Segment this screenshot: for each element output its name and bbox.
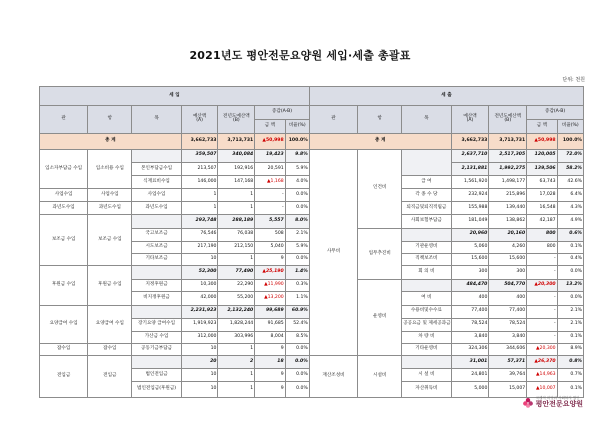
expenditure-ratio-cell: 0.6%: [557, 228, 583, 241]
expenditure-budget-cell: 232,924: [451, 189, 489, 202]
expenditure-hang-cell: 업무추진비: [358, 228, 402, 280]
expenditure-diff-cell: 800: [527, 241, 557, 253]
revenue-diff-cell: 91,685: [255, 318, 285, 331]
revenue-mok-cell: 국고보조금: [132, 228, 181, 241]
revenue-diff-cell: ▲1,168: [255, 175, 285, 188]
revenue-ratio-cell: 2.1%: [285, 228, 309, 241]
expenditure-ratio-cell: 4.9%: [557, 215, 583, 228]
expenditure-budget-cell: 5,060: [451, 241, 489, 253]
revenue-hang-cell: 입소비용 수입: [88, 149, 132, 189]
revenue-hang-cell: 보조금 수입: [88, 215, 132, 266]
revenue-budget-cell: 2,231,923: [181, 305, 218, 318]
revenue-ratio-cell: 8.5%: [285, 331, 309, 343]
expenditure-prev-cell: 39,764: [489, 369, 527, 382]
revenue-ratio-cell: 1.1%: [285, 292, 309, 305]
expenditure-prev-cell: 504,770: [489, 280, 527, 292]
revenue-mok-cell: 법인전입금: [132, 369, 181, 382]
revenue-budget-cell: 1,919,923: [181, 318, 218, 331]
expenditure-budget-cell: 2,131,881: [451, 162, 489, 175]
expenditure-budget-cell: 3,840: [451, 331, 489, 343]
revenue-budget-cell: 213,507: [181, 162, 218, 175]
expenditure-prev-cell: 78,524: [489, 318, 527, 331]
expenditure-diff-cell: ▲10,007: [527, 382, 557, 398]
expenditure-diff-cell: -: [527, 253, 557, 265]
revenue-gwan-cell: 입소자부담금 수입: [40, 149, 88, 189]
revenue-budget-cell: 76,546: [181, 228, 218, 241]
expenditure-hang-cell: 운영비: [358, 280, 402, 356]
revenue-prev-cell: 340,084: [218, 149, 255, 162]
expenditure-prev-cell: 77,400: [489, 305, 527, 318]
revenue-prev-cell: 2: [218, 356, 255, 369]
revenue-gwan-cell: 사업수입: [40, 189, 88, 202]
revenue-diff-cell: ▲25,190: [255, 265, 285, 279]
revenue-prev-cell: 77,490: [218, 265, 255, 279]
revenue-prev-cell: 303,996: [218, 331, 255, 343]
revenue-diff-cell: ▲11,990: [255, 280, 285, 292]
expenditure-budget-cell: 324,306: [451, 343, 489, 355]
expenditure-ratio-cell: 0.4%: [557, 253, 583, 265]
revenue-gwan-cell: 후원금 수입: [40, 265, 88, 305]
expenditure-mok-cell: 직책보조비: [402, 253, 451, 265]
col-header-amount: 금 액: [255, 119, 285, 133]
table-row: [40, 356, 584, 369]
revenue-ratio-cell: 0.0%: [285, 189, 309, 202]
expenditure-mok-cell: [402, 149, 451, 175]
expenditure-hang-cell: 인건비: [358, 149, 402, 228]
revenue-mok-cell: 기타보조금: [132, 253, 181, 265]
revenue-mok-cell: 시도보조금: [132, 241, 181, 253]
expenditure-mok-cell: 퇴직금및퇴직적립금: [402, 202, 451, 215]
expenditure-diff-cell: ▲20,300: [527, 280, 557, 292]
revenue-mok-cell: [132, 305, 181, 318]
expenditure-budget-cell: 400: [451, 292, 489, 305]
expenditure-mok-cell: 공공요금 및 제세공과금: [402, 318, 451, 331]
revenue-ratio-cell: 0.0%: [285, 382, 309, 398]
revenue-prev-cell: 1: [218, 382, 255, 398]
revenue-gwan-cell: 전입금: [40, 356, 88, 398]
col-header-gwan: 관: [309, 105, 357, 134]
flower-logo-icon: [522, 397, 534, 409]
revenue-mok-cell: 법인전입금(후원금): [132, 382, 181, 398]
expenditure-ratio-cell: 0.8%: [557, 356, 583, 369]
expenditure-budget-cell: 2,637,710: [451, 149, 489, 162]
expenditure-prev-cell: 1,992,275: [489, 162, 527, 175]
expenditure-ratio-cell: 0.7%: [557, 369, 583, 382]
expenditure-prev-cell: 15,007: [489, 382, 527, 398]
expenditure-ratio-cell: 8.9%: [557, 343, 583, 355]
revenue-mok-cell: [132, 356, 181, 369]
revenue-ratio-cell: 4.0%: [285, 175, 309, 188]
revenue-ratio-cell: 0.0%: [285, 253, 309, 265]
expenditure-ratio-cell: 58.2%: [557, 162, 583, 175]
revenue-diff-cell: 8,004: [255, 331, 285, 343]
revenue-budget-cell: 1: [181, 189, 218, 202]
expenditure-diff-cell: 17,028: [527, 189, 557, 202]
total-row: [40, 134, 584, 149]
expenditure-ratio-cell: 13.2%: [557, 280, 583, 292]
revenue-hang-cell: 과년도수입: [88, 202, 132, 215]
expenditure-diff-cell: 63,743: [527, 175, 557, 188]
expenditure-prev-cell: 20,160: [489, 228, 527, 241]
col-header-prev: 전년도예산액 (B): [489, 105, 527, 134]
expenditure-ratio-cell: 2.1%: [557, 305, 583, 318]
expenditure-diff-cell: 16,548: [527, 202, 557, 215]
revenue-prev-cell: 2,132,240: [218, 305, 255, 318]
revenue-diff-cell: 9: [255, 253, 285, 265]
revenue-prev-cell: 192,916: [218, 162, 255, 175]
revenue-diff-cell: 9: [255, 369, 285, 382]
revenue-budget-cell: 42,000: [181, 292, 218, 305]
revenue-diff-cell: ▲13,200: [255, 292, 285, 305]
expenditure-prev-cell: 3,840: [489, 331, 527, 343]
expenditure-mok-cell: 사회보험부담금: [402, 215, 451, 228]
expenditure-mok-cell: [402, 280, 451, 292]
col-header-change: 증감(A-B): [255, 105, 310, 119]
revenue-mok-cell: 식재료비수입: [132, 175, 181, 188]
expenditure-budget-cell: 77,400: [451, 305, 489, 318]
revenue-mok-cell: 지정후원금: [132, 280, 181, 292]
unit-label: 단위: 천원: [562, 77, 585, 83]
total-label: 총 계: [309, 134, 451, 149]
revenue-mok-cell: 사업수입: [132, 189, 181, 202]
expenditure-diff-cell: 800: [527, 228, 557, 241]
revenue-budget-cell: 146,000: [181, 175, 218, 188]
total-prev: 3,713,731: [218, 134, 255, 149]
expenditure-budget-cell: 20,960: [451, 228, 489, 241]
col-header-gwan: 관: [40, 105, 88, 134]
expenditure-diff-cell: 120,005: [527, 149, 557, 162]
revenue-budget-cell: 359,507: [181, 149, 218, 162]
revenue-diff-cell: 19,423: [255, 149, 285, 162]
revenue-gwan-cell: 과년도수입: [40, 202, 88, 215]
expenditure-prev-cell: 1,498,177: [489, 175, 527, 188]
expenditure-ratio-cell: 0.1%: [557, 382, 583, 398]
revenue-budget-cell: 10: [181, 369, 218, 382]
col-header-budget: 예산액 (A): [181, 105, 218, 134]
expenditure-ratio-cell: 0.0%: [557, 265, 583, 279]
expenditure-hang-cell: 시설비: [358, 356, 402, 398]
expenditure-budget-cell: 78,524: [451, 318, 489, 331]
revenue-diff-cell: 9: [255, 343, 285, 355]
revenue-prev-cell: 212,150: [218, 241, 255, 253]
expenditure-prev-cell: 215,896: [489, 189, 527, 202]
expenditure-prev-cell: 300: [489, 265, 527, 279]
expenditure-mok-cell: 기관운영비: [402, 241, 451, 253]
expenditure-ratio-cell: 2.1%: [557, 318, 583, 331]
expenditure-budget-cell: 31,001: [451, 356, 489, 369]
revenue-budget-cell: 1: [181, 202, 218, 215]
revenue-diff-cell: -: [255, 189, 285, 202]
revenue-mok-cell: 본인부담금수입: [132, 162, 181, 175]
col-header-ratio: 비율(%): [285, 119, 309, 133]
expenditure-diff-cell: -: [527, 305, 557, 318]
expenditure-diff-cell: ▲26,370: [527, 356, 557, 369]
expenditure-gwan-cell: 재산조성비: [309, 356, 357, 398]
revenue-gwan-cell: 요양급여 수입: [40, 305, 88, 343]
revenue-diff-cell: 5,557: [255, 215, 285, 228]
expenditure-prev-cell: 2,517,305: [489, 149, 527, 162]
expenditure-diff-cell: 42,187: [527, 215, 557, 228]
revenue-diff-cell: 99,689: [255, 305, 285, 318]
revenue-diff-cell: 18: [255, 356, 285, 369]
expenditure-diff-cell: -: [527, 331, 557, 343]
expenditure-header: 세 출: [309, 87, 583, 106]
budget-summary-table: [39, 86, 584, 398]
revenue-prev-cell: 76,038: [218, 228, 255, 241]
revenue-budget-cell: 10: [181, 343, 218, 355]
revenue-hang-cell: 전입금: [88, 356, 132, 398]
expenditure-gwan-cell: 사무비: [309, 149, 357, 355]
revenue-ratio-cell: 52.4%: [285, 318, 309, 331]
table-row: [40, 149, 584, 162]
total-diff: ▲50,998: [255, 134, 285, 149]
col-header-hang: 항: [358, 105, 402, 134]
expenditure-ratio-cell: 0.0%: [557, 292, 583, 305]
total-prev: 3,713,731: [489, 134, 527, 149]
revenue-budget-cell: 217,190: [181, 241, 218, 253]
expenditure-ratio-cell: 4.3%: [557, 202, 583, 215]
revenue-gwan-cell: 보조금 수입: [40, 215, 88, 266]
revenue-mok-cell: [132, 265, 181, 279]
expenditure-diff-cell: ▲14,963: [527, 369, 557, 382]
expenditure-prev-cell: 400: [489, 292, 527, 305]
expenditure-prev-cell: 344,606: [489, 343, 527, 355]
revenue-budget-cell: 312,000: [181, 331, 218, 343]
revenue-budget-cell: 10: [181, 253, 218, 265]
total-budget: 3,662,733: [181, 134, 218, 149]
total-diff: ▲50,998: [527, 134, 557, 149]
revenue-prev-cell: 1,828,244: [218, 318, 255, 331]
revenue-mok-cell: [132, 215, 181, 228]
revenue-prev-cell: 1: [218, 369, 255, 382]
revenue-ratio-cell: 9.8%: [285, 149, 309, 162]
revenue-ratio-cell: 0.0%: [285, 369, 309, 382]
expenditure-budget-cell: 484,470: [451, 280, 489, 292]
expenditure-mok-cell: 각 종 수 당: [402, 189, 451, 202]
expenditure-ratio-cell: 6.4%: [557, 189, 583, 202]
revenue-mok-cell: 비지정후원금: [132, 292, 181, 305]
revenue-prev-cell: 1: [218, 202, 255, 215]
expenditure-ratio-cell: 0.1%: [557, 241, 583, 253]
total-ratio: 100.0%: [285, 134, 309, 149]
total-ratio: 100.0%: [557, 134, 583, 149]
revenue-ratio-cell: 0.3%: [285, 280, 309, 292]
revenue-hang-cell: 사업수입: [88, 189, 132, 202]
expenditure-mok-cell: 회 의 비: [402, 265, 451, 279]
col-header-amount: 금 액: [527, 119, 557, 133]
total-budget: 3,662,733: [451, 134, 489, 149]
revenue-ratio-cell: 5.9%: [285, 162, 309, 175]
total-label: 총 계: [40, 134, 182, 149]
col-header-change: 증감(A-B): [527, 105, 584, 119]
revenue-header: 세 입: [40, 87, 310, 106]
expenditure-mok-cell: 시 설 비: [402, 369, 451, 382]
expenditure-mok-cell: 급 여: [402, 175, 451, 188]
expenditure-prev-cell: 15,600: [489, 253, 527, 265]
expenditure-ratio-cell: 72.0%: [557, 149, 583, 162]
expenditure-mok-cell: 차 량 비: [402, 331, 451, 343]
expenditure-budget-cell: 15,600: [451, 253, 489, 265]
expenditure-diff-cell: -: [527, 265, 557, 279]
revenue-mok-cell: [132, 149, 181, 162]
expenditure-budget-cell: 155,988: [451, 202, 489, 215]
revenue-ratio-cell: 5.9%: [285, 241, 309, 253]
expenditure-prev-cell: 139,440: [489, 202, 527, 215]
expenditure-diff-cell: -: [527, 318, 557, 331]
revenue-ratio-cell: 1.4%: [285, 265, 309, 279]
expenditure-budget-cell: 181,049: [451, 215, 489, 228]
revenue-mok-cell: 장기요양 급여수입: [132, 318, 181, 331]
logo-name: 평안전문요양원: [535, 399, 583, 408]
page-title: 2021년도 평안전문요양원 세입·세출 총괄표: [189, 49, 411, 62]
col-header-ratio: 비율(%): [557, 119, 583, 133]
expenditure-prev-cell: 4,260: [489, 241, 527, 253]
expenditure-ratio-cell: 42.6%: [557, 175, 583, 188]
revenue-hang-cell: 잡수입: [88, 343, 132, 355]
revenue-prev-cell: 55,200: [218, 292, 255, 305]
revenue-diff-cell: 5,040: [255, 241, 285, 253]
revenue-diff-cell: 9: [255, 382, 285, 398]
revenue-budget-cell: 10: [181, 382, 218, 398]
organization-logo: [522, 396, 583, 410]
expenditure-mok-cell: 기타운영비: [402, 343, 451, 355]
expenditure-prev-cell: 138,862: [489, 215, 527, 228]
revenue-ratio-cell: 0.0%: [285, 202, 309, 215]
expenditure-budget-cell: 300: [451, 265, 489, 279]
col-header-prev: 전년도예산액 (B): [218, 105, 255, 134]
revenue-diff-cell: -: [255, 202, 285, 215]
revenue-gwan-cell: 잡수입: [40, 343, 88, 355]
expenditure-mok-cell: 여 비: [402, 292, 451, 305]
revenue-prev-cell: 1: [218, 343, 255, 355]
revenue-budget-cell: 293,748: [181, 215, 218, 228]
revenue-mok-cell: 가산금 수입: [132, 331, 181, 343]
expenditure-diff-cell: -: [527, 292, 557, 305]
revenue-prev-cell: 1: [218, 189, 255, 202]
revenue-ratio-cell: 0.0%: [285, 356, 309, 369]
revenue-mok-cell: 공동기금부담금: [132, 343, 181, 355]
expenditure-mok-cell: [402, 356, 451, 369]
expenditure-prev-cell: 57,371: [489, 356, 527, 369]
revenue-ratio-cell: 8.0%: [285, 215, 309, 228]
col-header-hang: 항: [88, 105, 132, 134]
logo-tagline: 국제적 비영리 사회복지 법인: [535, 396, 580, 401]
expenditure-budget-cell: 5,000: [451, 382, 489, 398]
expenditure-ratio-cell: 0.1%: [557, 331, 583, 343]
revenue-budget-cell: 20: [181, 356, 218, 369]
revenue-diff-cell: 20,591: [255, 162, 285, 175]
expenditure-mok-cell: 수용비및수수료: [402, 305, 451, 318]
revenue-budget-cell: 52,300: [181, 265, 218, 279]
col-header-mok: 목: [132, 105, 181, 134]
col-header-budget: 예산액 (A): [451, 105, 489, 134]
revenue-diff-cell: 508: [255, 228, 285, 241]
expenditure-budget-cell: 1,561,920: [451, 175, 489, 188]
expenditure-diff-cell: ▲20,300: [527, 343, 557, 355]
revenue-prev-cell: 22,290: [218, 280, 255, 292]
revenue-hang-cell: 요양급여 수입: [88, 305, 132, 343]
revenue-mok-cell: 과년도수입: [132, 202, 181, 215]
revenue-budget-cell: 10,300: [181, 280, 218, 292]
revenue-ratio-cell: 0.0%: [285, 343, 309, 355]
revenue-prev-cell: 147,168: [218, 175, 255, 188]
revenue-hang-cell: 후원금 수입: [88, 265, 132, 305]
expenditure-mok-cell: 자산취득비: [402, 382, 451, 398]
revenue-prev-cell: 1: [218, 253, 255, 265]
expenditure-diff-cell: 139,506: [527, 162, 557, 175]
expenditure-budget-cell: 24,801: [451, 369, 489, 382]
expenditure-mok-cell: [402, 228, 451, 241]
revenue-prev-cell: 288,189: [218, 215, 255, 228]
revenue-ratio-cell: 60.9%: [285, 305, 309, 318]
col-header-mok: 목: [402, 105, 451, 134]
